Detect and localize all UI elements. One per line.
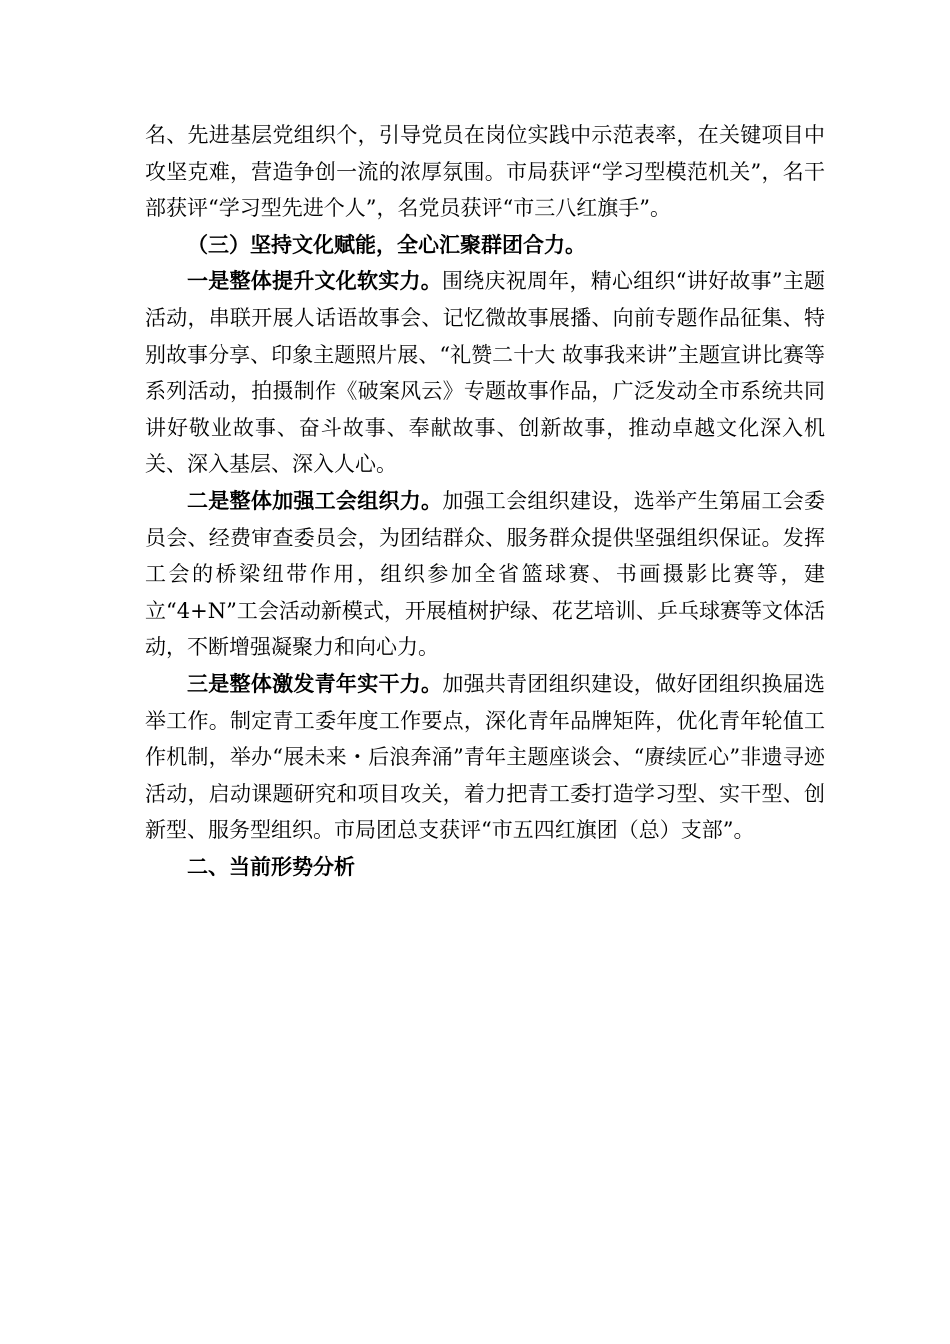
paragraph-continuation: 名、先进基层党组织个，引导党员在岗位实践中示范表率，在关键项目中攻坚克难，营造争创一流的浓厚氛围。市局获评“学习型模范机关”，名干部获评“学习型先进个人”，名党员获评“市三八红旗手”。 [145, 123, 825, 221]
paragraph-union-lead: 二是整体加强工会组织力。 [187, 487, 443, 513]
paragraph-youth-lead: 三是整体激发青年实干力。 [187, 670, 443, 696]
paragraph-youth-body: 加强共青团组织建设，做好团组织换届选举工作。制定青工委年度工作要点，深化青年品牌矩阵，优化青年轮值工作机制，举办“展未来・后浪奔涌”青年主题座谈会、“赓续匠心”非遗寻迹活动，启动课题研究和项目攻关，着力把青工委打造学习型、实干型、创新型、服务型组织。市局团总支获评“市五四红旗团（总）支部”。 [145, 671, 826, 843]
paragraph-culture-lead: 一是整体提升文化软实力。 [187, 268, 443, 294]
section-heading-two: 二、当前形势分析 [187, 853, 355, 879]
paragraph-culture [145, 263, 825, 483]
paragraph-union [145, 483, 825, 666]
document-body [145, 117, 825, 885]
paragraph-culture-body: 围绕庆祝周年，精心组织“讲好故事”主题活动，串联开展人话语故事会、记忆微故事展播、向前专题作品征集、特别故事分享、印象主题照片展、“礼赞二十大 故事我来讲”主题宣讲比赛等系列活动，拍摄制作《破案风云》专题故事作品，广泛发动全市系统共同讲好敬业故事、奋斗故事、奉献故事、创新故事，推动卓越文化深入机关、深入基层、深入人心。 [145, 269, 825, 477]
section-heading-three: （三）坚持文化赋能，全心汇聚群团合力。 [187, 231, 586, 257]
paragraph-union-body: 加强工会组织建设，选举产生第届工会委员会、经费审查委员会，为团结群众、服务群众提供坚强组织保证。发挥工会的桥梁纽带作用，组织参加全省篮球赛、书画摄影比赛等，建立“4+N”工会活动新模式，开展植树护绿、花艺培训、乒乓球赛等文体活动，不断增强凝聚力和向心力。 [145, 488, 826, 660]
paragraph-youth [145, 666, 825, 849]
